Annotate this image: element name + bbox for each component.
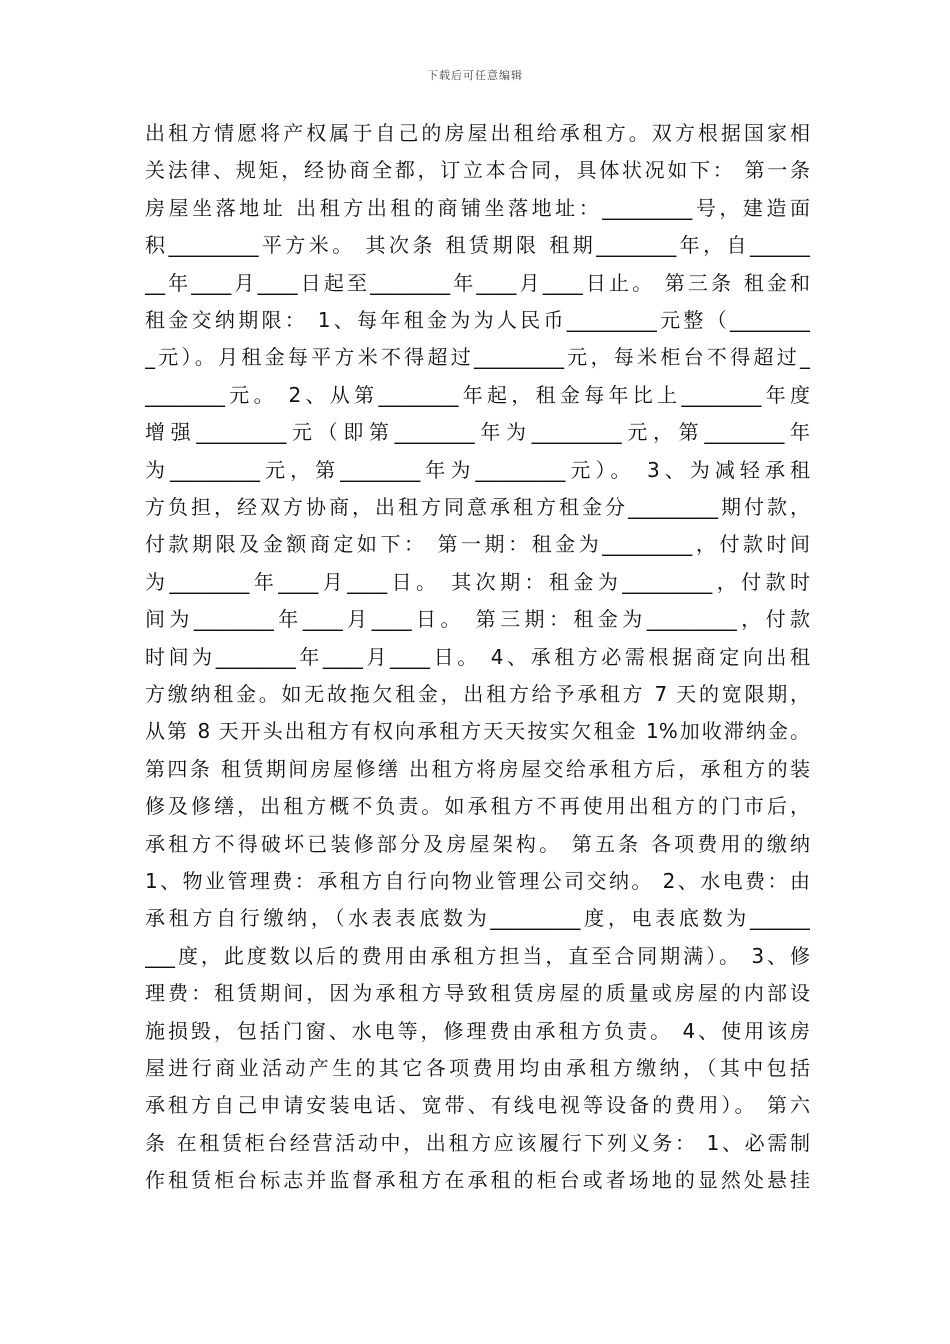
text-line: 方负担，经双方协商，出租方同意承租方租金分_________期付款，	[145, 495, 810, 519]
text-line: 1、物业管理费：承租方自行向物业管理公司交纳。 2、水电费：由	[145, 869, 810, 893]
text-line: 施损毁，包括门窗、水电等，修理费由承租方负责。 4、使用该房	[145, 1018, 810, 1043]
text-line: 从第 8 天开头出租方有权向承租方天天按实欠租金 1%加收滞纳金。	[145, 719, 810, 744]
text-line: 增强_________元（即第________年为_________元，第________年	[145, 420, 810, 445]
text-line: 条 在租赁柜台经营活动中，出租方应该履行下列义务： 1、必需制	[145, 1130, 810, 1155]
text-line: ________元。 2、从第________年起，租金每年比上________年度	[145, 382, 810, 407]
text-line: 间为________年____月____日。 第三期：租金为_________，付款	[145, 607, 810, 632]
text-line: ___度，此度数以后的费用由承租方担当，直至合同期满）。 3、修	[145, 943, 810, 968]
text-line: 理费：租赁期间，因为承租方导致租赁房屋的质量或房屋的内部设	[145, 981, 810, 1006]
text-line: 为_________元，第________年为_________元）。 3、为减轻承租	[145, 457, 810, 482]
text-line: 付款期限及金额商定如下： 第一期：租金为_________，付款时间	[145, 532, 810, 557]
text-line: 房屋坐落地址 出租方出租的商铺坐落地址：_________号，建造面	[145, 195, 810, 220]
text-line: 积_________平方米。 其次条 租赁期限 租期________年，自______	[145, 233, 810, 258]
text-line: 承租方不得破坏已装修部分及房屋架构。 第五条 各项费用的缴纳	[145, 831, 810, 856]
page-header: 下载后可任意编辑	[427, 69, 523, 82]
text-line: 方缴纳租金。如无故拖欠租金，出租方给予承租方 7 天的宽限期，	[145, 682, 810, 706]
text-line: 为________年____月____日。 其次期：租金为_________，付款时	[145, 569, 810, 594]
text-line: __年____月____日起至________年____月____日止。 第三条 租金和	[145, 270, 810, 295]
text-line: 修及修缮，出租方概不负责。如承租方不再使用出租方的门市后，	[145, 794, 810, 819]
text-line: 关法律、规矩，经协商全都，订立本合同，具体状况如下： 第一条	[145, 158, 810, 183]
text-line: 作租赁柜台标志并监督承租方在承租的柜台或者场地的显然处悬挂	[145, 1168, 810, 1193]
text-line: 时间为________年____月____日。 4、承租方必需根据商定向出租	[145, 644, 810, 669]
text-line: 屋进行商业活动产生的其它各项费用均由承租方缴纳，（其中包括	[145, 1056, 810, 1080]
text-line: 承租方自己申请安装电话、宽带、有线电视等设备的费用）。 第六	[145, 1093, 810, 1118]
text-line: 租金交纳期限： 1、每年租金为为人民币_________元整（________	[145, 308, 810, 332]
text-line: 承租方自行缴纳，（水表表底数为_________度，电表底数为______	[145, 906, 810, 931]
text-line: 出租方情愿将产权属于自己的房屋出租给承租方。双方根据国家相	[145, 121, 810, 145]
text-line: _元）。月租金每平方米不得超过_________元，每米柜台不得超过_	[145, 345, 810, 370]
text-line: 第四条 租赁期间房屋修缮 出租方将房屋交给承租方后，承租方的装	[145, 756, 810, 781]
